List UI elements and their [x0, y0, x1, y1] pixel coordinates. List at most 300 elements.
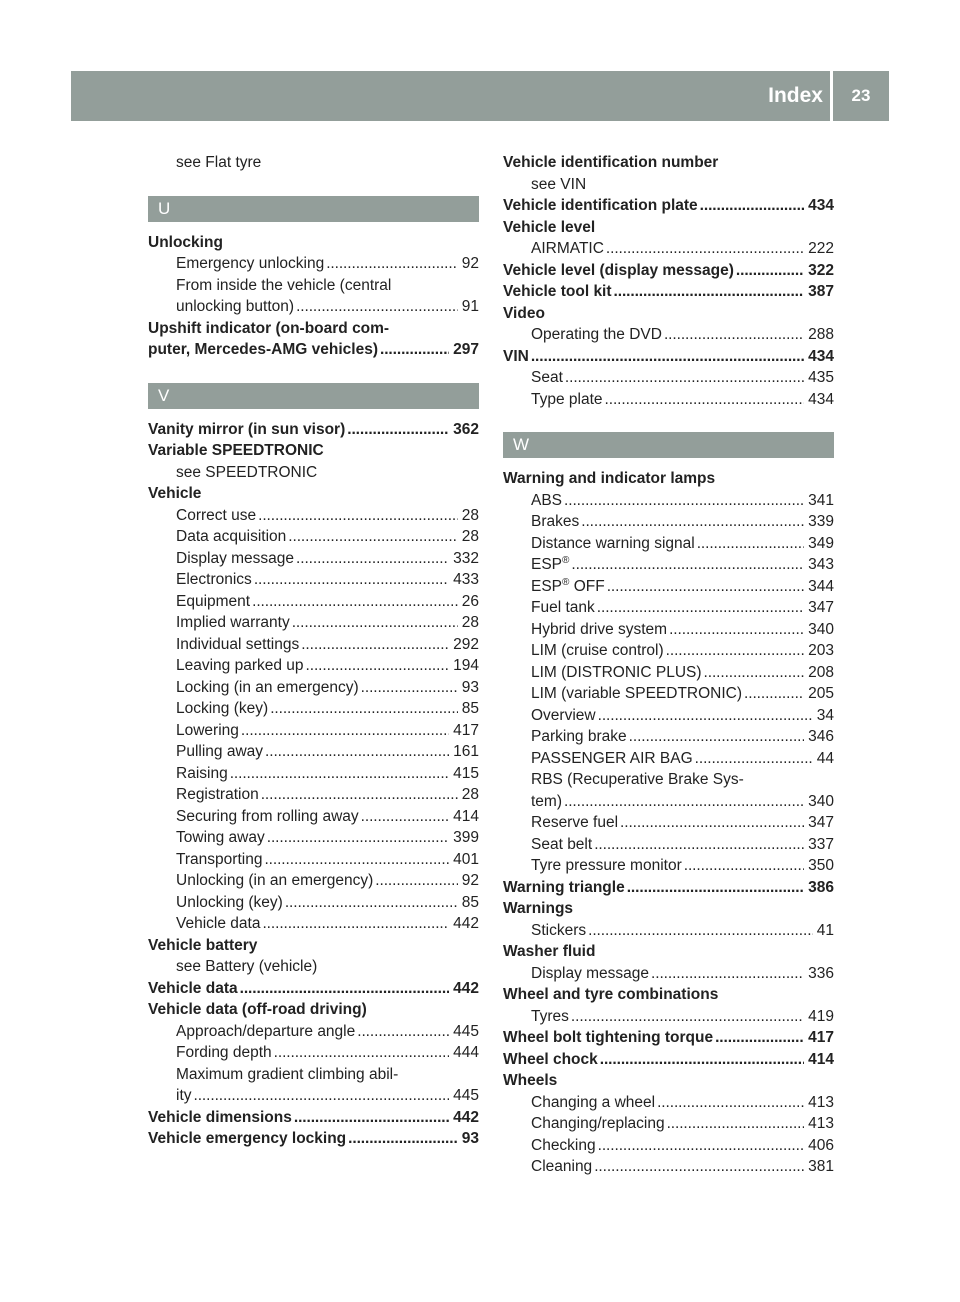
dot-leader	[261, 784, 458, 806]
dot-leader	[598, 1135, 805, 1157]
entry-label-text: Implied warranty	[176, 614, 290, 631]
index-subentry	[503, 324, 834, 346]
index-column-left	[148, 152, 479, 1150]
registered-mark: ®	[562, 576, 570, 588]
entry-label	[531, 1092, 655, 1114]
entry-label-text: Wheel bolt tightening torque	[503, 1029, 714, 1046]
page-reference: 297	[453, 341, 479, 358]
page-reference: 28	[461, 614, 479, 631]
index-subentry	[148, 1042, 479, 1064]
entry-label	[531, 920, 586, 942]
index-subentry	[503, 726, 834, 748]
entry-label	[531, 662, 702, 684]
page-reference: 414	[453, 807, 479, 825]
dot-leader	[265, 741, 449, 763]
dot-leader	[267, 827, 449, 849]
entry-label-text: Vehicle identification plate	[503, 197, 698, 214]
dot-leader	[357, 1021, 449, 1043]
dot-leader	[326, 253, 458, 275]
dot-leader	[598, 705, 813, 727]
dot-leader	[194, 1085, 450, 1107]
index-subentry	[148, 849, 479, 871]
page-reference: 28	[461, 506, 479, 524]
entry-label	[176, 763, 228, 785]
index-subentry-text: see SPEEDTRONIC	[176, 463, 318, 481]
index-heading: Vehicle identification number	[503, 154, 719, 171]
page-reference: 332	[453, 549, 479, 567]
index-column-right	[503, 152, 834, 1178]
entry-label-text: Registration	[176, 786, 259, 803]
dot-leader	[564, 490, 804, 512]
page-reference: 386	[808, 878, 834, 896]
dot-leader	[347, 419, 449, 441]
index-entry	[148, 1128, 479, 1150]
dot-leader	[667, 1113, 805, 1135]
entry-label	[503, 195, 698, 217]
entry-label	[531, 1135, 596, 1157]
index-entry	[148, 1107, 479, 1129]
entry-label-text: puter, Mercedes-AMG vehicles)	[148, 341, 378, 358]
entry-label	[503, 1027, 713, 1049]
dot-leader	[306, 655, 450, 677]
index-entry	[503, 260, 834, 282]
entry-label-text: Vehicle dimensions	[148, 1108, 292, 1126]
index-subentry	[503, 834, 834, 856]
entry-label-text: Display message	[176, 549, 295, 567]
index-subentry	[148, 677, 479, 699]
dot-leader	[607, 576, 804, 598]
entry-label	[176, 1042, 272, 1064]
entry-label	[531, 389, 603, 411]
entry-label	[531, 812, 618, 834]
index-subentry	[148, 1021, 479, 1043]
dot-leader	[588, 920, 813, 942]
entry-label	[148, 978, 238, 1000]
section-header-letter: W	[503, 432, 834, 458]
entry-label-text: Reserve fuel	[531, 814, 619, 831]
index-entry	[148, 419, 479, 441]
page-reference: 44	[816, 749, 834, 767]
index-heading: Upshift indicator (on-board com-	[148, 319, 390, 337]
entry-label-text: Brakes	[531, 513, 580, 530]
dot-leader	[700, 195, 804, 217]
entry-label	[176, 784, 259, 806]
dot-leader	[606, 238, 804, 260]
entry-label-text: Stickers	[531, 921, 587, 939]
index-heading: Wheel and tyre combinations	[503, 986, 719, 1003]
index-subentry	[503, 597, 834, 619]
entry-label-text: Unlocking (key)	[176, 893, 283, 911]
page-reference: 350	[808, 857, 834, 874]
entry-label	[531, 533, 695, 555]
entry-label-text: Securing from rolling away	[176, 807, 359, 825]
index-subentry	[503, 1092, 834, 1114]
index-subentry	[503, 619, 834, 641]
dot-leader	[361, 677, 458, 699]
dot-leader	[666, 640, 804, 662]
index-subentry	[503, 963, 834, 985]
entry-label-text: Hybrid drive system	[531, 620, 668, 638]
section-header-letter: V	[148, 383, 479, 409]
dot-leader	[597, 597, 804, 619]
index-heading: Warnings	[503, 900, 574, 917]
page-reference: 41	[816, 921, 834, 939]
page-reference: 347	[808, 814, 834, 831]
page-reference: 93	[461, 678, 479, 696]
entry-label-text: Locking (key)	[176, 700, 269, 717]
entry-label	[531, 834, 592, 856]
dot-leader	[600, 1049, 804, 1071]
entry-label	[503, 346, 529, 368]
entry-label-text: Changing a wheel	[531, 1093, 656, 1111]
index-heading: Vehicle level	[503, 218, 596, 236]
entry-label-text: Data acquisition	[176, 528, 287, 545]
index-subentry-text: see VIN	[531, 175, 587, 193]
page-reference: 349	[808, 534, 834, 552]
dot-leader	[704, 662, 805, 684]
page-reference: 340	[808, 620, 834, 638]
page-reference: 337	[808, 835, 834, 853]
index-subentry	[503, 389, 834, 411]
dot-leader	[651, 963, 804, 985]
entry-label-text: Vanity mirror (in sun visor)	[148, 420, 346, 438]
dot-leader	[684, 855, 804, 877]
page-reference: 336	[808, 964, 834, 982]
entry-label-text: LIM (DISTRONIC PLUS)	[531, 663, 702, 681]
index-subentry	[148, 741, 479, 763]
entry-label	[176, 913, 260, 935]
entry-label-text: Overview	[531, 706, 596, 724]
entry-label-text: Unlocking (in an emergency)	[176, 872, 374, 889]
page-reference: 413	[808, 1093, 834, 1111]
page-reference: 445	[453, 1087, 479, 1104]
entry-label-text: Seat belt	[531, 835, 593, 853]
entry-label	[176, 741, 263, 763]
entry-label-text: unlocking button)	[176, 298, 295, 315]
entry-label	[531, 726, 627, 748]
entry-label	[531, 1156, 592, 1178]
entry-label-text: Cleaning	[531, 1158, 593, 1175]
page-reference: 161	[453, 743, 479, 760]
entry-label-text: Vehicle emergency locking	[148, 1130, 347, 1147]
entry-label-text: Raising	[176, 764, 228, 782]
dot-leader	[629, 726, 804, 748]
page-reference: 401	[453, 850, 479, 868]
dot-leader	[594, 1156, 804, 1178]
page-reference: 85	[461, 700, 479, 717]
entry-label	[176, 505, 256, 527]
index-subentry	[503, 855, 834, 877]
entry-label	[176, 1085, 192, 1107]
page-reference: 434	[808, 197, 834, 214]
entry-label-text: ity	[176, 1087, 192, 1104]
entry-label	[531, 576, 605, 598]
page-reference: 344	[808, 577, 834, 595]
index-subentry	[148, 827, 479, 849]
index-entry	[503, 1049, 834, 1071]
entry-label-text: Individual settings	[176, 635, 300, 653]
entry-label	[176, 870, 373, 892]
dot-leader	[230, 763, 449, 785]
entry-label-text: VIN	[503, 347, 529, 365]
entry-label	[176, 634, 299, 656]
dot-leader	[531, 346, 804, 368]
index-subentry	[503, 490, 834, 512]
index-subentry	[503, 238, 834, 260]
page-reference: 194	[453, 657, 479, 674]
page-reference: 34	[816, 706, 834, 724]
entry-label-text: Emergency unlocking	[176, 255, 325, 272]
dot-leader	[697, 533, 804, 555]
entry-label	[176, 655, 304, 677]
dot-leader	[736, 260, 804, 282]
index-subentry	[148, 505, 479, 527]
page-reference: 292	[453, 635, 479, 653]
index-entry	[148, 978, 479, 1000]
index-subentry-text: Maximum gradient climbing abil-	[176, 1065, 399, 1083]
entry-label-text: Correct use	[176, 506, 257, 524]
index-subentry	[148, 253, 479, 275]
index-entry	[503, 1027, 834, 1049]
entry-label	[531, 490, 562, 512]
index-heading: Vehicle data (off-road driving)	[148, 1001, 367, 1018]
dot-leader	[715, 1027, 804, 1049]
page-reference: 362	[453, 420, 479, 438]
entry-label	[503, 877, 625, 899]
entry-label-text: Towing away	[176, 829, 265, 846]
dot-leader	[594, 834, 804, 856]
index-subentry-text: RBS (Recuperative Brake Sys-	[531, 771, 744, 788]
dot-leader	[252, 591, 458, 613]
page-reference: 208	[808, 663, 834, 681]
page-reference: 28	[461, 786, 479, 803]
dot-leader	[744, 683, 804, 705]
index-subentry	[503, 1006, 834, 1028]
index-subentry	[503, 640, 834, 662]
page-reference: 442	[453, 915, 479, 932]
dot-leader	[296, 296, 458, 318]
page-reference: 419	[808, 1007, 834, 1025]
index-heading: Variable SPEEDTRONIC	[148, 442, 324, 459]
index-title: Index	[768, 84, 823, 107]
index-subentry	[148, 720, 479, 742]
entry-label-text: Transporting	[176, 850, 263, 868]
index-subentry	[503, 791, 834, 813]
dot-leader	[614, 281, 805, 303]
entry-label-text: Changing/replacing	[531, 1115, 665, 1132]
index-subentry	[148, 655, 479, 677]
entry-label	[148, 419, 345, 441]
index-subentry	[503, 1113, 834, 1135]
entry-label	[531, 238, 604, 260]
entry-label-text: tem)	[531, 792, 562, 810]
dot-leader	[605, 389, 805, 411]
entry-label	[531, 511, 579, 533]
entry-label	[176, 698, 268, 720]
entry-label	[176, 849, 262, 871]
entry-label-text: Leaving parked up	[176, 657, 304, 674]
dot-leader	[294, 1107, 449, 1129]
entry-label-text: Vehicle data	[148, 979, 238, 997]
entry-label	[531, 963, 649, 985]
entry-label	[176, 827, 265, 849]
entry-label-suffix: OFF	[569, 577, 605, 595]
dot-leader	[380, 339, 449, 361]
index-heading: Wheels	[503, 1072, 558, 1089]
page-reference: 442	[453, 1108, 479, 1126]
entry-label	[531, 597, 595, 619]
index-heading: Unlocking	[148, 233, 223, 251]
entry-label	[176, 1021, 355, 1043]
entry-label	[503, 260, 734, 282]
entry-label	[176, 591, 250, 613]
index-subentry	[503, 1156, 834, 1178]
index-subentry-text: From inside the vehicle (central	[176, 276, 392, 294]
index-subentry	[148, 870, 479, 892]
index-subentry	[148, 526, 479, 548]
entry-label	[531, 705, 596, 727]
page-reference: 413	[808, 1115, 834, 1132]
entry-label-text: Fuel tank	[531, 599, 595, 616]
index-subentry	[148, 634, 479, 656]
entry-label-text: ABS	[531, 491, 563, 509]
page-reference: 203	[808, 642, 834, 659]
index-subentry	[503, 705, 834, 727]
index-subentry	[148, 612, 479, 634]
page-reference: 322	[808, 261, 834, 279]
section-header-letter: U	[148, 196, 479, 222]
index-subentry	[503, 533, 834, 555]
page-reference: 442	[453, 979, 479, 997]
dot-leader	[264, 849, 449, 871]
entry-label-text: Tyre pressure monitor	[531, 857, 682, 874]
entry-label-text: Seat	[531, 369, 563, 386]
page-reference: 406	[808, 1136, 834, 1154]
index-subentry	[148, 1085, 479, 1107]
entry-label-text: Locking (in an emergency)	[176, 678, 359, 696]
entry-label	[531, 748, 693, 770]
entry-label	[531, 554, 569, 576]
index-subentry	[148, 763, 479, 785]
dot-leader	[620, 812, 804, 834]
page-reference: 288	[808, 326, 834, 343]
index-entry	[503, 877, 834, 899]
entry-label-text: Pulling away	[176, 743, 264, 760]
dot-leader	[348, 1128, 458, 1150]
dot-leader	[581, 511, 804, 533]
entry-label-text: Vehicle data	[176, 915, 261, 932]
dot-leader	[254, 569, 449, 591]
entry-label-text: Wheel chock	[503, 1050, 598, 1068]
entry-label-text: Checking	[531, 1136, 596, 1154]
dot-leader	[664, 324, 804, 346]
dot-leader	[274, 1042, 449, 1064]
index-subentry	[148, 548, 479, 570]
dot-leader	[285, 892, 458, 914]
page-reference: 222	[808, 240, 834, 257]
dot-leader	[627, 877, 804, 899]
index-subentry	[148, 569, 479, 591]
dot-leader	[695, 748, 813, 770]
entry-label-text: Electronics	[176, 571, 252, 588]
page-reference: 444	[453, 1044, 479, 1061]
index-subentry	[148, 913, 479, 935]
entry-label	[531, 619, 667, 641]
dot-leader	[258, 505, 458, 527]
page-reference: 381	[808, 1158, 834, 1175]
index-subentry	[503, 662, 834, 684]
dot-leader	[288, 526, 457, 548]
entry-label-text: LIM (variable SPEEDTRONIC)	[531, 685, 743, 702]
page-reference: 434	[808, 390, 834, 408]
dot-leader	[571, 554, 804, 576]
entry-label-text: Lowering	[176, 721, 239, 739]
entry-label-text: Equipment	[176, 592, 251, 610]
index-entry	[503, 346, 834, 368]
page-reference: 434	[808, 347, 834, 365]
page-reference: 92	[461, 255, 479, 272]
entry-label-text: Type plate	[531, 390, 603, 408]
dot-leader	[270, 698, 458, 720]
index-subentry	[503, 576, 834, 598]
entry-label	[176, 720, 239, 742]
entry-label-text: PASSENGER AIR BAG	[531, 749, 693, 767]
entry-label-text: Approach/departure angle	[176, 1022, 356, 1040]
entry-label-text: Vehicle tool kit	[503, 283, 612, 300]
index-subentry	[148, 296, 479, 318]
page-reference: 435	[808, 369, 834, 386]
index-subentry	[503, 748, 834, 770]
entry-label-text: Distance warning signal	[531, 534, 695, 552]
entry-label	[176, 892, 283, 914]
index-subentry-text: see Battery (vehicle)	[176, 958, 318, 975]
dot-leader	[564, 791, 804, 813]
dot-leader	[375, 870, 457, 892]
page-reference: 91	[461, 298, 479, 315]
entry-label-text: Operating the DVD	[531, 326, 662, 343]
entry-label	[176, 548, 294, 570]
index-subentry	[503, 367, 834, 389]
page-reference: 417	[453, 721, 479, 739]
entry-label	[148, 1128, 346, 1150]
index-entry	[503, 281, 834, 303]
page-reference: 26	[461, 592, 479, 610]
entry-label	[176, 253, 324, 275]
dot-leader	[296, 548, 449, 570]
entry-label	[503, 281, 612, 303]
page-reference: 347	[808, 599, 834, 616]
entry-label	[531, 324, 662, 346]
index-subentry	[148, 784, 479, 806]
entry-label-text: AIRMATIC	[531, 240, 604, 257]
entry-label	[176, 612, 290, 634]
index-heading: Vehicle battery	[148, 936, 258, 954]
index-subentry	[503, 554, 834, 576]
page-reference: 340	[808, 792, 834, 810]
entry-label	[176, 677, 359, 699]
page-number: 23	[851, 86, 871, 105]
dot-leader	[241, 720, 449, 742]
index-subentry-text: see Flat tyre	[176, 154, 262, 171]
entry-label	[148, 1107, 292, 1129]
index-subentry	[503, 511, 834, 533]
entry-label	[176, 806, 359, 828]
dot-leader	[669, 619, 804, 641]
registered-mark: ®	[562, 554, 570, 566]
index-subentry	[503, 812, 834, 834]
dot-leader	[301, 634, 449, 656]
dot-leader	[262, 913, 449, 935]
